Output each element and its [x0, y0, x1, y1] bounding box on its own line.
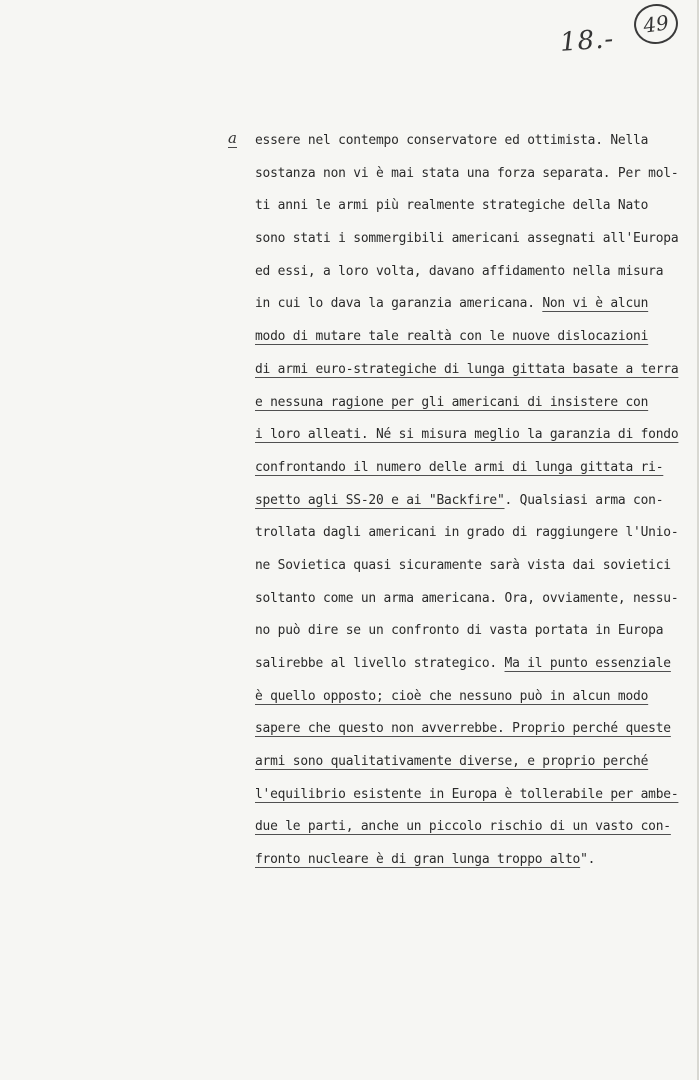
text-segment: in cui lo dava la garanzia americana.	[255, 296, 543, 312]
text-line	[255, 425, 679, 458]
text-segment: ne Sovietica quasi sicuramente sarà vista dai sovietici	[255, 557, 671, 573]
text-segment: salirebbe al livello strategico.	[255, 656, 505, 671]
underlined-text: di armi euro-strategiche di lunga gittata basate a terra	[255, 361, 679, 377]
text-line	[255, 327, 655, 360]
text-segment: trollata dagli americani in grado di raggiungere l'Unio-	[255, 525, 679, 541]
text-line	[255, 850, 655, 883]
typed-paragraph	[255, 131, 679, 883]
text-line	[255, 458, 664, 491]
text-segment: ed essi, a loro volta, davano affidamento nella misura	[255, 263, 664, 279]
text-line	[255, 523, 679, 556]
text-line	[255, 164, 679, 197]
underlined-text: armi sono qualitativamente diverse, e proprio perché	[255, 754, 649, 770]
underlined-text: spetto agli SS-20 e ai "Backfire"	[255, 492, 505, 508]
underlined-text: e nessuna ragione per gli americani di insistere con	[255, 394, 649, 410]
text-segment: no può dire se un confronto di vasta portata in Europa	[255, 623, 664, 639]
underlined-text: confrontando il numero delle armi di lunga gittata ri-	[255, 459, 664, 475]
underlined-text: fronto nucleare è di gran lunga troppo alto	[255, 852, 581, 868]
underlined-text: modo di mutare tale realtà con le nuove dislocazioni	[255, 329, 649, 345]
text-line	[255, 360, 679, 393]
margin-mark: a	[228, 129, 237, 147]
text-line	[255, 196, 655, 229]
text-segment: soltanto come un arma americana. Ora, ovviamente, nessu-	[255, 590, 679, 606]
text-segment: ".	[580, 852, 596, 868]
text-line	[255, 491, 664, 524]
text-line	[255, 294, 655, 327]
circled-page-number: 49	[631, 1, 680, 47]
underlined-text: Ma il punto essenziale	[504, 656, 671, 671]
text-line	[255, 589, 679, 622]
text-line	[255, 262, 664, 295]
text-line	[255, 621, 664, 654]
text-segment: essere nel contempo conservatore ed ottimista. Nella	[255, 133, 649, 148]
text-line	[255, 229, 679, 262]
text-line	[255, 654, 671, 687]
text-segment: . Qualsiasi arma con-	[504, 492, 664, 508]
text-segment: sostanza non vi è mai stata una forza separata. Per mol-	[255, 165, 679, 181]
text-line	[255, 785, 679, 818]
underlined-text: l'equilibrio esistente in Europa è tollerabile per ambe-	[255, 786, 679, 802]
text-line	[255, 719, 671, 752]
handwritten-page-number: 18.-	[559, 24, 616, 58]
text-segment: ti anni le armi più realmente strategiche della Nato	[255, 198, 649, 214]
underlined-text: due le parti, anche un piccolo rischio di un vasto con-	[255, 819, 671, 835]
text-line	[255, 752, 655, 785]
text-line	[255, 131, 655, 164]
text-line	[255, 817, 671, 850]
text-line	[255, 393, 655, 426]
text-line	[255, 687, 655, 720]
text-segment: sono stati i sommergibili americani assegnati all'Europa	[255, 231, 679, 247]
underlined-text: Non vi è alcun	[542, 296, 649, 312]
underlined-text: i loro alleati. Né si misura meglio la garanzia di fondo	[255, 427, 679, 443]
underlined-text: è quello opposto; cioè che nessuno può in alcun modo	[255, 688, 649, 704]
text-line	[255, 556, 671, 589]
underlined-text: sapere che questo non avverrebbe. Proprio perché queste	[255, 721, 671, 737]
